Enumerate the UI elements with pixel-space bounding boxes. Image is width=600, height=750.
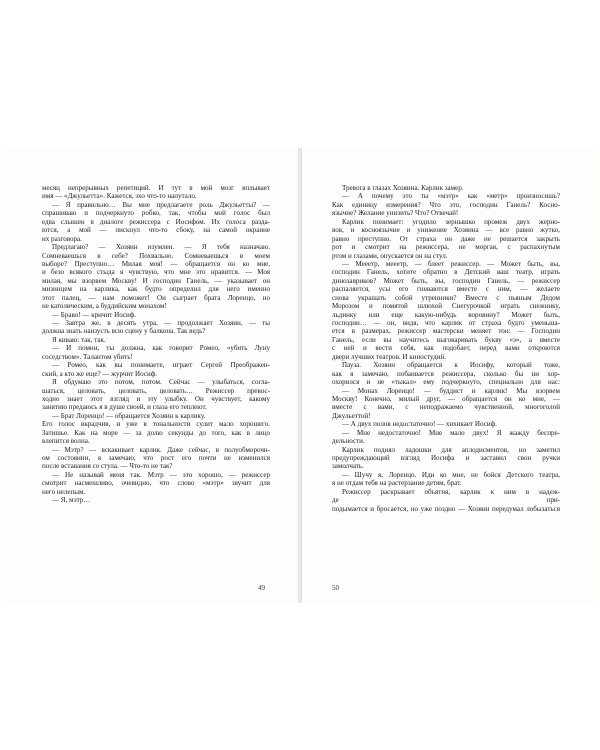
text-line: — Брат Лоренцо! — обращается Хозяин к карлику. (52, 411, 206, 420)
text-line: Морозом и помятой шлюхой Снегурочкой играть снежинку, (332, 302, 560, 311)
text-line: и безо всякого стыда я чувствую, что мне это нравится. — Моя (42, 268, 270, 277)
text-line: Затишье. Как на море — за долю секунды до того, как в лицо (42, 428, 270, 437)
text-line: должна знать наизусть всю сцену у балкона. Так ведь? (42, 327, 206, 336)
text-line: язычие? Желание унизить? Что? Отвечай! (332, 209, 459, 218)
text-line: ются, а мой — пискнул что-то сбоку, на самой окраине (42, 226, 270, 235)
text-line: — Монах Лоренцо! — буддист и карлик! Мы взорвем (342, 386, 560, 395)
text-line: — И помни, ты должна, как говорит Ромео, «убить Луну (52, 344, 270, 353)
text-line: равно преступно. От страха он даже не решается закрыть (332, 234, 560, 243)
text-line: ходно знает этот взгляд и эту улыбку. Он чувствует, какому (42, 394, 270, 403)
text-line: охорился и не «тыкал» ему подчеркнуто, специально для нас: (332, 378, 560, 387)
text-line: спрашиваю и подчеркнуто робко, так, чтобы мой голос был (42, 209, 270, 218)
text-line: господин… — он, видя, что карлик от страха будто уменьша- (332, 319, 560, 327)
text-line: двери лучших театров. И киностудий. (332, 352, 447, 361)
text-line: занятию предаюсь я в душе своей, и глаза его теплеют. (42, 403, 207, 412)
left-page-text (42, 184, 270, 505)
text-line: — Браво! — кричит Иосиф. (52, 310, 137, 319)
text-line: я не отдам тебя на растерзание детям, брат. (332, 479, 462, 488)
text-line: соседством». Талантом убить! (42, 352, 133, 361)
text-line: этот палец, — нам поможет! Он сыграет брата Лоренцо, но (42, 293, 270, 302)
text-line: Карлик поднял ладошки для аплодисментов, но заметил (342, 445, 560, 454)
text-line: — Ромео, как вы понимаете, играет Сергей Преображен- (52, 361, 270, 370)
text-line: распаляется, усы его гневаются вместе с ним, — желаете (332, 285, 560, 294)
text-line: Предлагаю? — Хозяин изумлен. — Я тебя назначаю. (52, 243, 270, 252)
text-line: Карлик понимает: угодило зернышко промеж двух жерно- (342, 217, 560, 226)
text-line: — Завтра же, в десять утра, — продолжает Хозяин, — ты (52, 319, 270, 327)
text-line: — Мееетр, мееетр, — блеет режиссер. — Может быть, вы, (342, 259, 560, 268)
text-line: Я обдумаю это потом, потом. Сейчас — улыбаться, согла- (52, 378, 270, 387)
text-line: имя — «Джульетта». Кажется, эхо что-то напутало. (42, 192, 197, 201)
text-line: подымается и бросается, но уже поздно — Хозяин передумал лобызаться (332, 504, 560, 513)
text-line: Пауза. Хозяин обращается к Иосифу, который тоже, (342, 361, 560, 370)
book-spread (0, 148, 600, 603)
right-page (302, 148, 598, 603)
text-line: Тревога в глазах Хозяина. Карлик замер. (342, 184, 464, 192)
text-line: — А двух полов недостаточно! — хихикает Иосиф. (342, 420, 497, 429)
text-line: месяц непрерывных репетиций. И тут в мой мозг вплывает (42, 184, 270, 192)
left-page (2, 148, 298, 603)
text-line: ртом и глазами, опускается он на стул. (332, 251, 448, 260)
text-line: выборе? Преступно… Милая моя! — обращается он ко мне, (42, 259, 270, 268)
text-line: Как единицу измерения? Что это, господин Ганель? Косно- (332, 200, 560, 209)
text-line: дельности. (332, 437, 365, 446)
text-line: де при- (332, 496, 560, 505)
text-line: не католическим, а буддийским монахом! (42, 302, 167, 311)
text-line: милая, мы взорвем Москву! И господин Ганель, — указывает он (42, 276, 270, 285)
text-line: — Я правильно… Вы мне предлагаете роль Джульетты? — (52, 200, 270, 209)
text-line: — А почему это ты «мэтр» как «метр» произносишь? (342, 192, 560, 201)
text-line: как я замечаю, побаивается режиссера, сколько бы ни хор- (332, 369, 560, 378)
text-line: Режиссер раскрывает объятия, карлик к ним в надеж- (342, 487, 560, 496)
right-page-text (332, 184, 560, 513)
text-line: него нелепым. (42, 487, 86, 496)
text-line: их разговора. (42, 234, 82, 243)
text-line: Москву! Конечно, милый друг, — обращается он ко мне, — (332, 394, 560, 403)
text-line: влепится волна. (42, 437, 90, 446)
text-line: ется в размерах, режиссер мастерски меняет тон: — Господин (332, 327, 560, 336)
text-line: замолчать. (332, 462, 364, 471)
text-line: — Мэтр? — вскакивает карлик. Даже сейчас, в полуобморочн- (52, 445, 270, 454)
text-line: с ней и вести себя, как подобает, перед вами откроются (332, 344, 560, 353)
text-line: мизинцем на карлика, как будто определил для него именно (42, 285, 270, 294)
text-line: шаться, целовать, целовать, целовать… Режиссер превос- (42, 386, 270, 395)
text-line: Я киваю: так, так. (52, 335, 106, 344)
text-line: едва слышен в диалоге режиссера с Иосифом. Их голоса разда- (42, 217, 270, 226)
text-line: Сомневаешься в себе? Похвально. Сомневаешься в моем (42, 251, 270, 260)
text-line: предупреждающий взгляд Иосифа и заставил свои ручки (332, 454, 560, 462)
text-line: Джульеттой! (332, 411, 371, 420)
text-line: динозавриков? Может быть, вы, господин Ганель, — режиссер (332, 276, 560, 285)
text-line: льдинку или еще какую-нибудь воровину? Может быть, (332, 310, 560, 319)
text-line: ом состоянии, я замечаю, что рост его почти не изменился (42, 454, 270, 462)
left-page-number: 49 (258, 584, 265, 592)
text-line: после вставания со стула. — Что-то не так? (42, 462, 173, 471)
text-line: — Шучу я, Лоренцо. Иди ко мне, не бойся Детского театра, (342, 470, 560, 479)
text-line: вов, и косноязычие и унижение Хозяина — все равно жутко, (332, 226, 560, 235)
text-line: рот и смотрит на режиссера, не моргая, с распахнутым (332, 243, 560, 252)
text-line: смотрит насмешливо, очевидно, что слово «мэтр» звучит для (42, 479, 270, 488)
text-line: снова украшать собой утренники? Вместе с пьяным Дедом (332, 293, 560, 302)
text-line: ский, а кто же еще? — журчит Иосиф. (42, 369, 158, 378)
text-line: — Мне недостаточно! Мне мало двух! Я жажду беспре- (342, 428, 560, 437)
text-line: Ганель, если вы научитесь выговаривать букву «э», а вместе (332, 335, 560, 344)
text-line: вместе с вами, с неподражаемо чувственной, многоголой (332, 403, 560, 412)
right-page-number: 50 (332, 584, 339, 592)
text-line: господин Ганель, хотите обратно в Детский ваш театр, играть (332, 268, 560, 277)
text-line: Его голос вкрадчив, и уже в тональности сулит мало хорошего. (42, 420, 270, 429)
text-line: — Не называй меня так. Мэтр — это хорошо, — режиссер (52, 470, 270, 479)
text-line: — Я, мэтр… (52, 496, 91, 505)
